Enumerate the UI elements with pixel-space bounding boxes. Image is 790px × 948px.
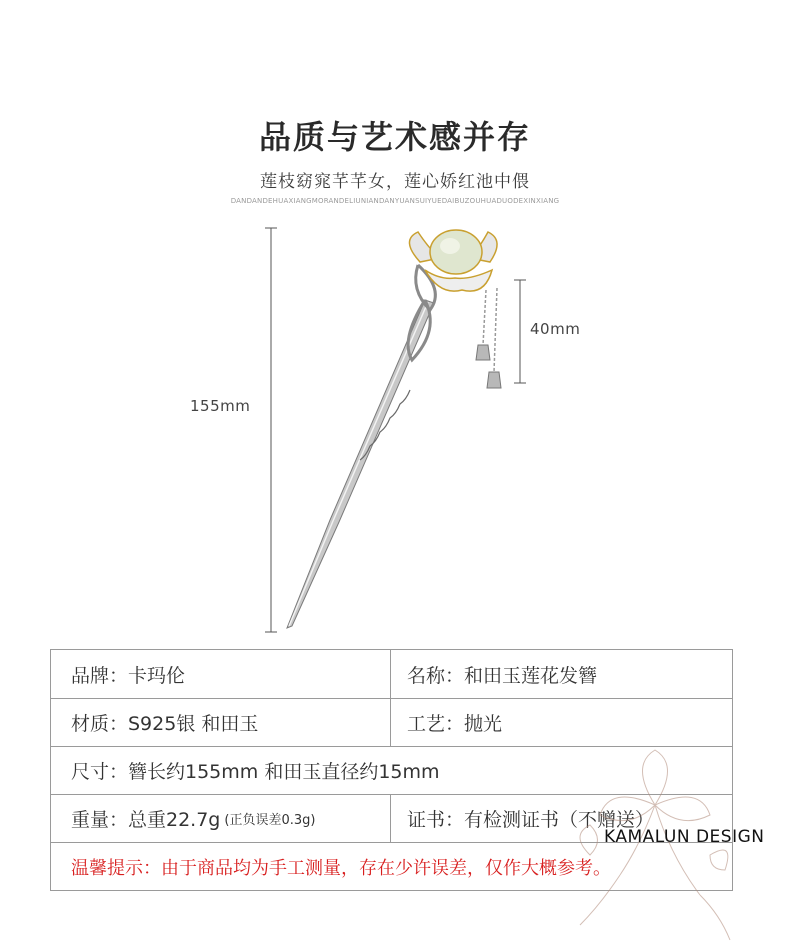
hairpin-shaft: [287, 265, 435, 628]
brand-cell: 品牌：卡玛伦: [51, 650, 391, 698]
tassel-chain: [476, 288, 501, 388]
weight-cell: [51, 795, 391, 842]
length-label: 155mm: [190, 397, 251, 415]
pinyin-caption: DANDANDEHUAXIANGMORANDELIUNIANDANYUANSUIYUEDAIBUZOUHUADUODEXINXIANG: [230, 197, 560, 205]
page-subtitle: 莲枝窈窕芊芊女，莲心娇红池中偎: [260, 172, 530, 192]
material-cell: 材质：S925银 和田玉: [51, 699, 391, 746]
table-row: [51, 650, 732, 698]
name-cell: 名称：和田玉莲花发簪: [407, 664, 598, 687]
weight-text: 重量：总重22.7g: [71, 809, 221, 831]
brand-watermark: KAMALUN DESIGN: [604, 827, 765, 847]
size-cell: 尺寸：簪长约155mm 和田玉直径约15mm: [71, 761, 440, 783]
page-title: 品质与艺术感并存: [258, 118, 531, 156]
tassel-dimension-line: [514, 280, 526, 383]
lotus-flower-icon: [409, 230, 497, 291]
length-dimension-line: [265, 228, 277, 632]
table-row: [51, 698, 732, 746]
warning-note: 温馨提示：由于商品均为手工测量，存在少许误差，仅作大概参考。: [71, 857, 611, 879]
certificate-cell: 证书：有检测证书（不赠送）: [407, 809, 655, 831]
tassel-length-label: 40mm: [530, 320, 581, 338]
craft-cell: 工艺：抛光: [407, 713, 503, 735]
weight-note: (正负误差0.3g): [224, 813, 316, 828]
